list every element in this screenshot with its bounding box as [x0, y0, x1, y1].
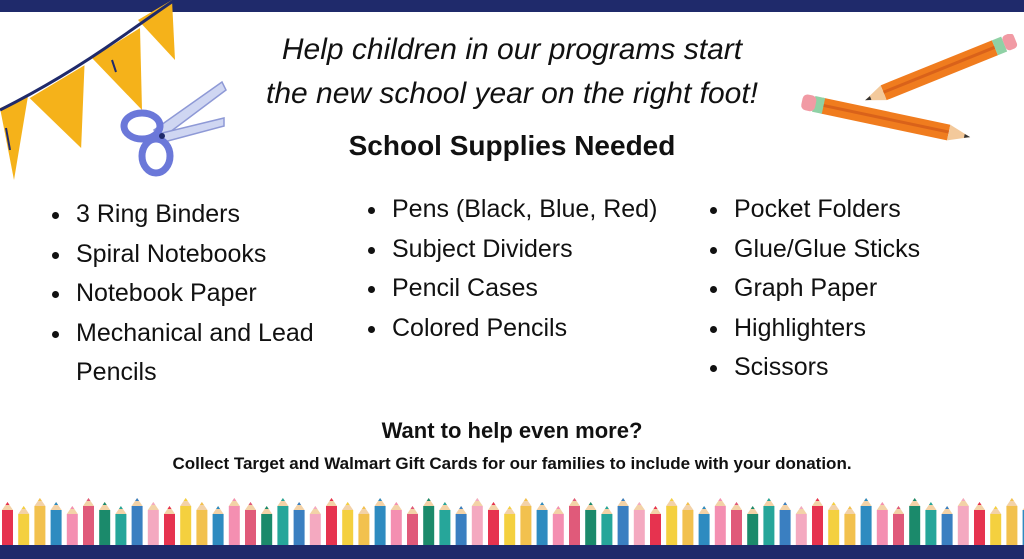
list-item: Pencil Cases	[368, 269, 658, 309]
list-item: Pocket Folders	[710, 190, 1000, 230]
headline	[200, 28, 824, 116]
bottom-border-bar	[0, 545, 1024, 559]
pencils-icon	[790, 34, 1024, 144]
list-item: Notebook Paper	[52, 274, 352, 314]
list-item: Highlighters	[710, 309, 1000, 349]
gift-card-note: Collect Target and Walmart Gift Cards for our families to include with your donation.	[172, 454, 852, 473]
list-item: Spiral Notebooks	[52, 235, 352, 275]
list-item: Glue/Glue Sticks	[710, 230, 1000, 270]
supplies-list-column-1	[52, 195, 352, 393]
colored-pencils-border-icon	[0, 488, 1024, 546]
list-item: Subject Dividers	[368, 230, 658, 270]
headline-line-1: Help children in our programs start	[281, 33, 743, 66]
list-item: Graph Paper	[710, 269, 1000, 309]
supplies-list-column-3	[710, 190, 1000, 388]
section-title: School Supplies Needed	[348, 130, 676, 161]
list-item: Mechanical and Lead Pencils	[52, 314, 352, 393]
list-item: Pens (Black, Blue, Red)	[368, 190, 658, 230]
want-more-heading: Want to help even more?	[381, 418, 643, 443]
list-item: 3 Ring Binders	[52, 195, 352, 235]
headline-line-2: the new school year on the right foot!	[266, 77, 758, 110]
list-item: Scissors	[710, 348, 1000, 388]
supplies-list-column-2	[368, 190, 658, 348]
list-item: Colored Pencils	[368, 309, 658, 349]
